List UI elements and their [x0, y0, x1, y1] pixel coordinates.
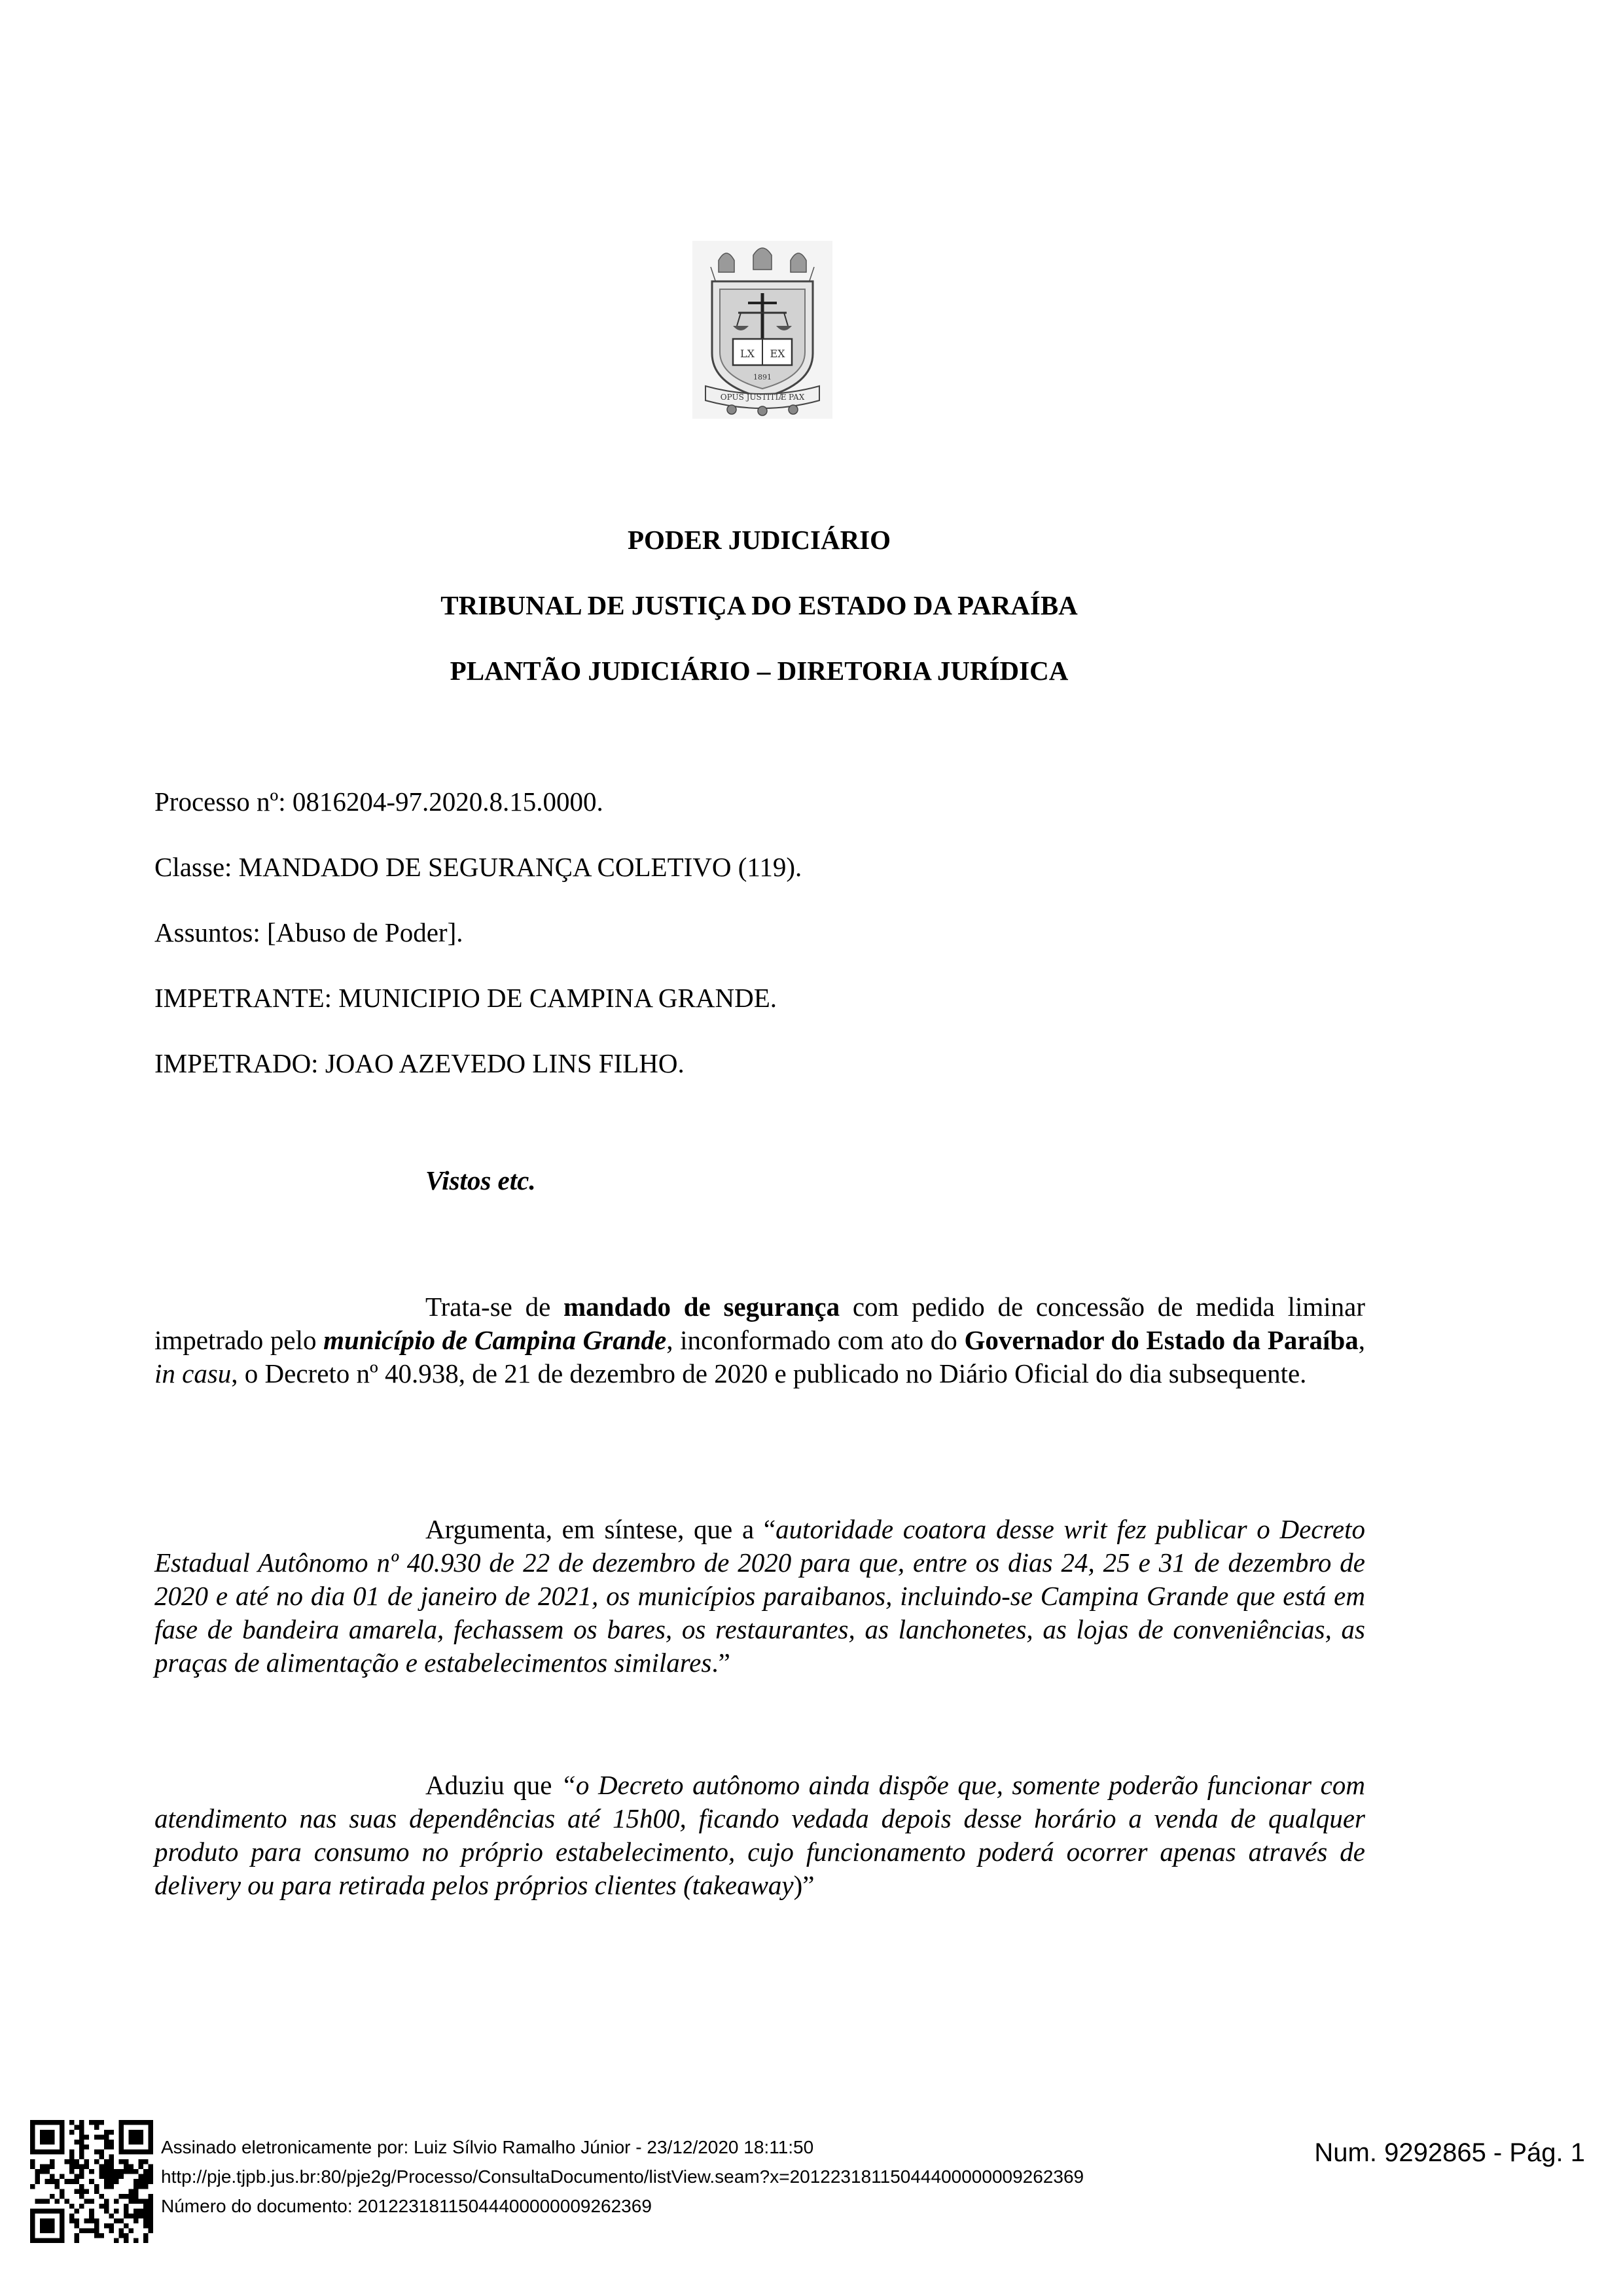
svg-text:OPUS JUSTITIÆ PAX: OPUS JUSTITIÆ PAX [720, 393, 805, 402]
case-respondent: IMPETRADO: JOAO AZEVEDO LINS FILHO. [154, 1048, 685, 1078]
case-number: Processo nº: 0816204-97.2020.8.15.0000. [154, 786, 603, 817]
svg-text:LX: LX [740, 347, 755, 360]
case-subjects: Assuntos: [Abuso de Poder]. [154, 917, 463, 947]
qr-code [30, 2120, 153, 2243]
paragraph-1: Trata-se de mandado de segurança com pedido de concessão de medida liminar impetrado pelo município de Campina Grande, inconformado com ato do Governador do Estado da Paraíba, in casu, o Decreto nº 40.938, de 21 de dezembro de 2020 e publicado no Diário Oficial do dia subsequente. [154, 1292, 1365, 1388]
court-header-line-2: TRIBUNAL DE JUSTIÇA DO ESTADO DA PARAÍBA [440, 590, 1078, 620]
vistos-heading: Vistos etc. [425, 1165, 536, 1195]
court-header-line-3: PLANTÃO JUDICIÁRIO – DIRETORIA JURÍDICA [450, 656, 1069, 686]
case-class: Classe: MANDADO DE SEGURANÇA COLETIVO (119). [154, 852, 802, 882]
paragraph-2: Argumenta, em síntese, que a “autoridade coatora desse writ fez publicar o Decreto Estadual Autônomo nº 40.930 de 22 de dezembro de 2020 para que, entre os dias 24, 25 e 31 de dezembro de 2020 e até no dia 01 de janeiro de 2021, os municípios paraibanos, incluindo-se Campina Grande que está em fase de bandeira amarela, fechassem os bares, os restaurantes, as lanchonetes, as lojas de conveniências, as praças de alimentação e estabelecimentos similares.” [154, 1514, 1365, 1678]
signature-line: Assinado eletronicamente por: Luiz Sílvio Ramalho Júnior - 23/12/2020 18:11:50 [161, 2137, 814, 2157]
court-header-line-1: PODER JUDICIÁRIO [627, 525, 891, 555]
page-number: Num. 9292865 - Pág. 1 [1314, 2138, 1585, 2167]
paragraph-3: Aduziu que “o Decreto autônomo ainda dispõe que, somente poderão funcionar com atendimento nas suas dependências até 15h00, ficando vedada depois desse horário a venda de qualquer produto para consumo no próprio estabelecimento, cujo funcionamento poderá ocorrer apenas através de delivery ou para retirada pelos próprios clientes (takeaway)” [154, 1770, 1365, 1900]
document-number: Número do documento: 20122318115044400000009262369 [161, 2196, 652, 2216]
document-url[interactable]: http://pje.tjpb.jus.br:80/pje2g/Processo/ConsultaDocumento/listView.seam?x=20122318115044400000009262369 [161, 2166, 1084, 2187]
svg-text:1891: 1891 [753, 373, 772, 381]
court-crest-logo [692, 241, 832, 419]
case-petitioner: IMPETRANTE: MUNICIPIO DE CAMPINA GRANDE. [154, 983, 777, 1013]
svg-text:EX: EX [770, 347, 785, 360]
